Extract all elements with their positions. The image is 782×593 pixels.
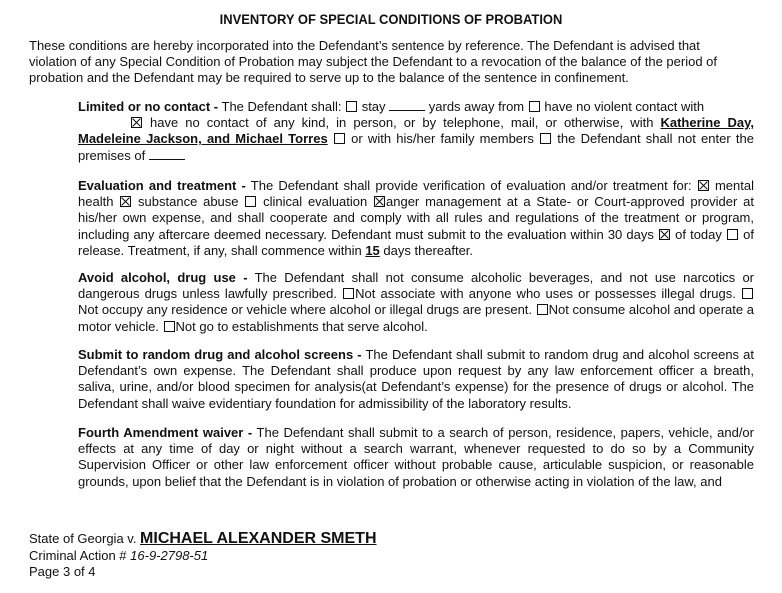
commence-days-value: 15 [365, 242, 380, 258]
checkbox-not-occupy[interactable] [742, 288, 753, 299]
text: have no violent contact with [540, 99, 705, 114]
checkbox-mental-health[interactable] [698, 180, 709, 191]
checkbox-stay[interactable] [346, 101, 357, 112]
checkbox-substance-abuse[interactable] [120, 196, 131, 207]
section-drug-screens [78, 347, 754, 412]
section-fourth-amendment [78, 425, 754, 490]
defendant-name: MICHAEL ALEXANDER SMETH [140, 530, 377, 547]
text: The Defendant shall provide verification of evaluation and/or treatment for: [245, 178, 697, 193]
text: The Defendant shall not consume alcoholic beverages, and not use narcotics or dangerous drugs unless lawfully prescribed. [78, 270, 754, 302]
text: mental health [78, 178, 754, 210]
section-avoid-alcohol [78, 270, 754, 335]
footer-case-title [29, 530, 377, 548]
text: the Defendant shall not enter the premises of [78, 131, 754, 163]
checkbox-of-today[interactable] [659, 229, 670, 240]
checkbox-no-contact[interactable] [131, 117, 142, 128]
section-heading: Fourth Amendment waiver - [78, 425, 253, 440]
text: The Defendant shall: [218, 99, 346, 114]
section-evaluation-treatment [78, 178, 754, 259]
text: have no contact of any kind, in person, or by telephone, mail, or otherwise, with [143, 115, 661, 131]
section-heading: Limited or no contact - [78, 99, 219, 114]
state-label: State of Georgia v. [29, 531, 141, 546]
text: The Defendant shall submit to random drug and alcohol screens at Defendant’s own expense. The Defendant shall produce upon request by any law enforcement officer a breath, saliva, urine, and/or blood specimen for analysis(at Defendant’s expense) for the presence of drugs or alcohol. The Defendant shall waive evidentiary foundation for admissibility of the laboratory results. [78, 347, 754, 411]
section-limited-contact [78, 99, 754, 164]
blank-premises-field[interactable] [149, 148, 185, 160]
text: Not go to establishments that serve alcohol. [175, 318, 428, 334]
text: The Defendant shall submit to a search of person, residence, papers, vehicle, and/or effects at any time of day or night without a search warrant, whenever requested to do so by a Community Supervision Officer or other law enforcement officer without probable cause, articulable suspicion, or reasonable grounds, upon belief that the Defendant is in violation of probation or otherwise acting in violation of the law, and [78, 425, 754, 489]
action-label: Criminal Action # [29, 548, 131, 563]
checkbox-of-release[interactable] [727, 229, 738, 240]
checkbox-anger-management[interactable] [374, 196, 385, 207]
footer-criminal-action [29, 548, 208, 563]
text: clinical evaluation [257, 194, 374, 210]
text: Not associate with anyone who uses or possesses illegal drugs. [355, 286, 741, 302]
text: or with his/her family members [345, 131, 540, 147]
section-heading: Avoid alcohol, drug use - [78, 270, 248, 285]
contact-names: Katherine Day, Madeleine Jackson, and Michael Torres [78, 115, 754, 147]
text: anger management at a State- or Court-approved provider at his/her own expense, and shall cooperate and comply with all rules and regulations of the treatment or program, including any aftercare deemed necessary. Defendant must submit to the evaluation within 30 days [78, 194, 754, 242]
checkbox-premises[interactable] [540, 133, 551, 144]
text: days thereafter. [379, 242, 474, 258]
checkbox-not-establishments[interactable] [164, 321, 175, 332]
text: yards away from [425, 99, 528, 114]
text: Not occupy any residence or vehicle where alcohol or illegal drugs are present. [78, 302, 536, 318]
checkbox-clinical-evaluation[interactable] [245, 196, 256, 207]
section-heading: Submit to random drug and alcohol screens - [78, 347, 362, 362]
text: of today [671, 226, 727, 242]
text: substance abuse [132, 194, 245, 210]
text: Not consume alcohol and operate a motor vehicle. [78, 302, 754, 334]
document-title: INVENTORY OF SPECIAL CONDITIONS OF PROBATION [219, 12, 563, 27]
text: stay [358, 99, 390, 114]
text: of release. Treatment, if any, shall commence within [78, 226, 754, 258]
intro-paragraph: These conditions are hereby incorporated into the Defendant’s sentence by reference. The Defendant is advised that violation of any Special Condition of Probation may subject the Defendant to a revocation of the balance of the period of probation and the Defendant may be required to serve up to the balance of the sentence in confinement. [29, 38, 717, 85]
section-heading: Evaluation and treatment - [78, 178, 246, 193]
checkbox-family-members[interactable] [334, 133, 345, 144]
action-number: 16-9-2798-51 [130, 548, 209, 563]
checkbox-not-associate[interactable] [343, 288, 354, 299]
page-number: Page 3 of 4 [29, 564, 96, 579]
blank-yards-field[interactable] [389, 99, 425, 111]
checkbox-not-operate-vehicle[interactable] [537, 304, 548, 315]
checkbox-no-violent-contact[interactable] [529, 101, 540, 112]
